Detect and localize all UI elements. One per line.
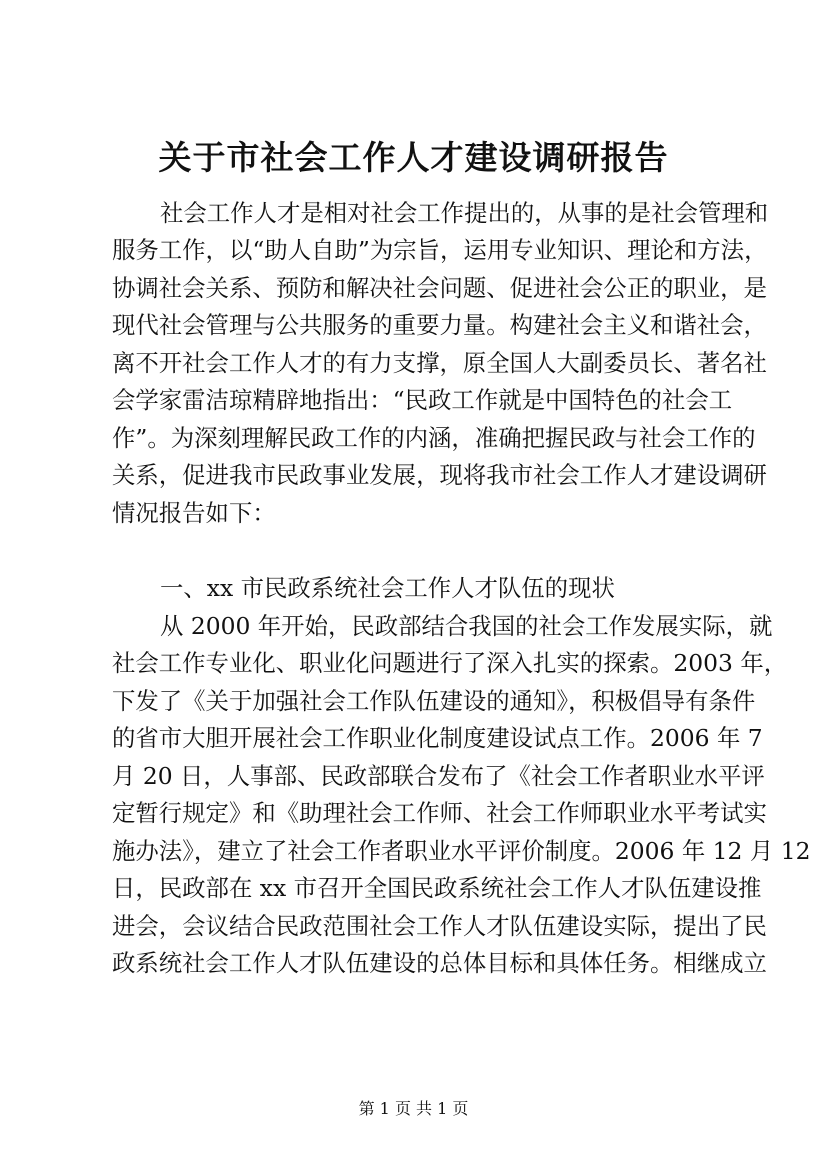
paragraph-line: 社会工作人才是相对社会工作提出的，从事的是社会管理和 [160, 199, 769, 227]
paragraph-line: 定暂行规定》和《助理社会工作师、社会工作师职业水平考试实 [112, 799, 767, 827]
paragraph-line: 的省市大胆开展社会工作职业化制度建设试点工作。2006 年 7 [112, 724, 763, 752]
paragraph-line: 政系统社会工作人才队伍建设的总体目标和具体任务。相继成立 [112, 949, 767, 977]
paragraph-line: 作”。为深刻理解民政工作的内涵，准确把握民政与社会工作的 [112, 424, 756, 452]
paragraph-line: 进会，会议结合民政范围社会工作人才队伍建设实际，提出了民 [112, 912, 767, 940]
paragraph-line: 情况报告如下： [112, 499, 276, 527]
paragraph-line: 施办法》，建立了社会工作者职业水平评价制度。2006 年 12 月 12 [112, 837, 811, 865]
paragraph-line: 离不开社会工作人才的有力支撑，原全国人大副委员长、著名社 [112, 349, 767, 377]
paragraph-line: 社会工作专业化、职业化问题进行了深入扎实的探索。2003 年， [112, 649, 788, 677]
paragraph-line: 协调社会关系、预防和解决社会问题、促进社会公正的职业，是 [112, 274, 767, 302]
paragraph-line: 会学家雷洁琼精辟地指出：“民政工作就是中国特色的社会工 [112, 386, 733, 414]
paragraph-line: 现代社会管理与公共服务的重要力量。构建社会主义和谐社会， [112, 311, 767, 339]
paragraph-line: 关系，促进我市民政事业发展，现将我市社会工作人才建设调研 [112, 461, 767, 489]
paragraph-line: 月 20 日，人事部、民政部联合发布了《社会工作者职业水平评 [112, 762, 765, 790]
paragraph-line: 下发了《关于加强社会工作队伍建设的通知》，积极倡导有条件 [112, 687, 756, 715]
page-footer: 第 1 页 共 1 页 [358, 1099, 469, 1118]
paragraph-line: 从 2000 年开始，民政部结合我国的社会工作发展实际，就 [160, 612, 773, 640]
paragraph-line: 服务工作，以“助人自助”为宗旨，运用专业知识、理论和方法， [112, 236, 768, 264]
document-title: 关于市社会工作人才建设调研报告 [158, 138, 669, 177]
paragraph-line: 日，民政部在 xx 市召开全国民政系统社会工作人才队伍建设推 [112, 874, 762, 902]
section-heading: 一、xx 市民政系统社会工作人才队伍的现状 [160, 574, 615, 602]
